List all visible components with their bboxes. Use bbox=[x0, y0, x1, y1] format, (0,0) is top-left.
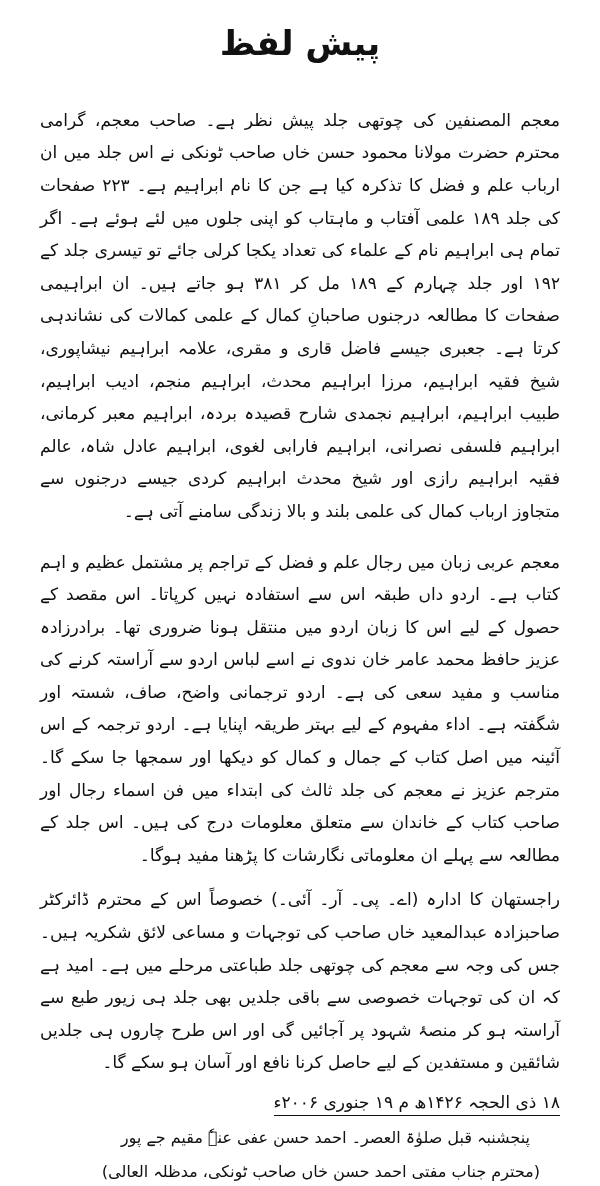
paragraph-text: معجم عربی زبان میں رجال علم و فضل کے تراجم پر مشتمل عظیم و اہم کتاب ہے۔ اردو داں طبقہ اس سے استفادہ نہیں کرپاتا۔ اس مقصد کے حصول کے لیے اس کا زبان اردو میں منتقل ہونا ضروری تھا۔ برادرزادہ عزیز حافظ محمد عامر خان ندوی نے اسے لباس اردو سے آراستہ کرنے کی مناسب و مفید سعی کی ہے۔ اردو ترجمانی واضح، صاف، شستہ اور شگفتہ ہے۔ اداء مفہوم کے لیے بہتر طریقہ اپنایا ہے۔ اردو ترجمہ کے اس آئینہ میں اصل کتاب کے جمال و کمال کو دیکھا اور سمجھا جا سکے گا۔ مترجم عزیز نے معجم کی جلد ثالث کی ابتداء میں فن اسماء رجال اور صاحب کتاب کے خاندان سے متعلق معلومات درج کی ہیں۔ اس جلد کے مطالعہ سے پہلے ان معلوماتی نگارشات کا پڑھنا مفید ہوگا۔ bbox=[40, 552, 560, 866]
paragraph-2 bbox=[40, 547, 560, 873]
paragraph-1 bbox=[40, 105, 560, 529]
paragraph-3 bbox=[40, 884, 560, 1080]
paragraph-text: معجم المصنفین کی چوتھی جلد پیش نظر ہے۔ صاحب معجم، گرامی محترم حضرت مولانا محمود حسن خاں صاحب ٹونکی نے اس جلد میں ان ارباب علم و فضل کا تذکرہ کیا ہے جن کا نام ابراہیم ہے۔ ۲۲۳ صفحات کی جلد ۱۸۹ علمی آفتاب و ماہتاب کو اپنی جلوں میں لئے ہوئے ہے۔ اگر تمام ہی ابراہیم نام کے علماء کی تعداد یکجا کرلی جائے تو تیسری جلد کے ۱۹۲ اور جلد چہارم کے ۱۸۹ مل کر ۳۸۱ ہو جاتے ہیں۔ ان ابراہیمی صفحات کا مطالعہ درجنوں صاحبانِ کمال کے علمی کمالات کی نشاندہی کرتا ہے۔ جعبری جیسے فاضل قاری و مقری، علامہ ابراہیم نیشاپوری، شیخ فقیہ ابراہیم، مرزا ابراہیم محدث، ابراہیم منجم، ادیب ابراہیم، طبیب ابراہیم، ابراہیم نجمدی شارح قصیدہ بردہ، ابراہیم معبر کرمانی، ابراہیم فلسفی نصرانی، ابراہیم فارابی لغوی، ابراہیم عادل شاہ، عالم فقیہ ابراہیم رازی اور شیخ محدث ابراہیم کردی جیسے درجنوں سے متجاوز ارباب کمال کی علمی بلند و بالا زندگی سامنے آتی ہے۔ bbox=[40, 110, 560, 522]
paragraph-text: راجستھان کا ادارہ (اے۔ پی۔ آر۔ آئی۔) خصوصاً اس کے محترم ڈائرکٹر صاحبزادہ عبدالمعید خاں صاحب کی توجہات و مساعی لائق شکریہ ہیں۔ جس کی وجہ سے معجم کی چوتھی جلد طباعتی مرحلے میں ہے۔ امید ہے کہ ان کی توجہات خصوصی سے باقی جلدیں بھی جلد ہی زیور طبع سے آراستہ ہو کر منصۂ شہود پر آجائیں گی اور اس طرح چاروں ہی جلدیں شائقین و مستفدین کے لیے حاصل کرنا نافع اور آسان ہو سکے گا۔ bbox=[40, 890, 560, 1074]
date-text: ۱۸ ذی الحجہ ۱۴۲۶ھ م ۱۹ جنوری ۲۰۰۶ء bbox=[274, 1093, 560, 1116]
date-line bbox=[40, 1088, 560, 1118]
author-credit: (محترم جناب مفتی احمد حسن خاں صاحب ٹونکی، مدظلہ العالی) bbox=[101, 1162, 540, 1182]
page-title: پیش لفظ bbox=[219, 24, 381, 64]
signature-line: پنجشنبہ قبل صلوٰۃ العصر۔ احمد حسن عفی عنہٗ مقیم جے پور bbox=[120, 1128, 530, 1148]
